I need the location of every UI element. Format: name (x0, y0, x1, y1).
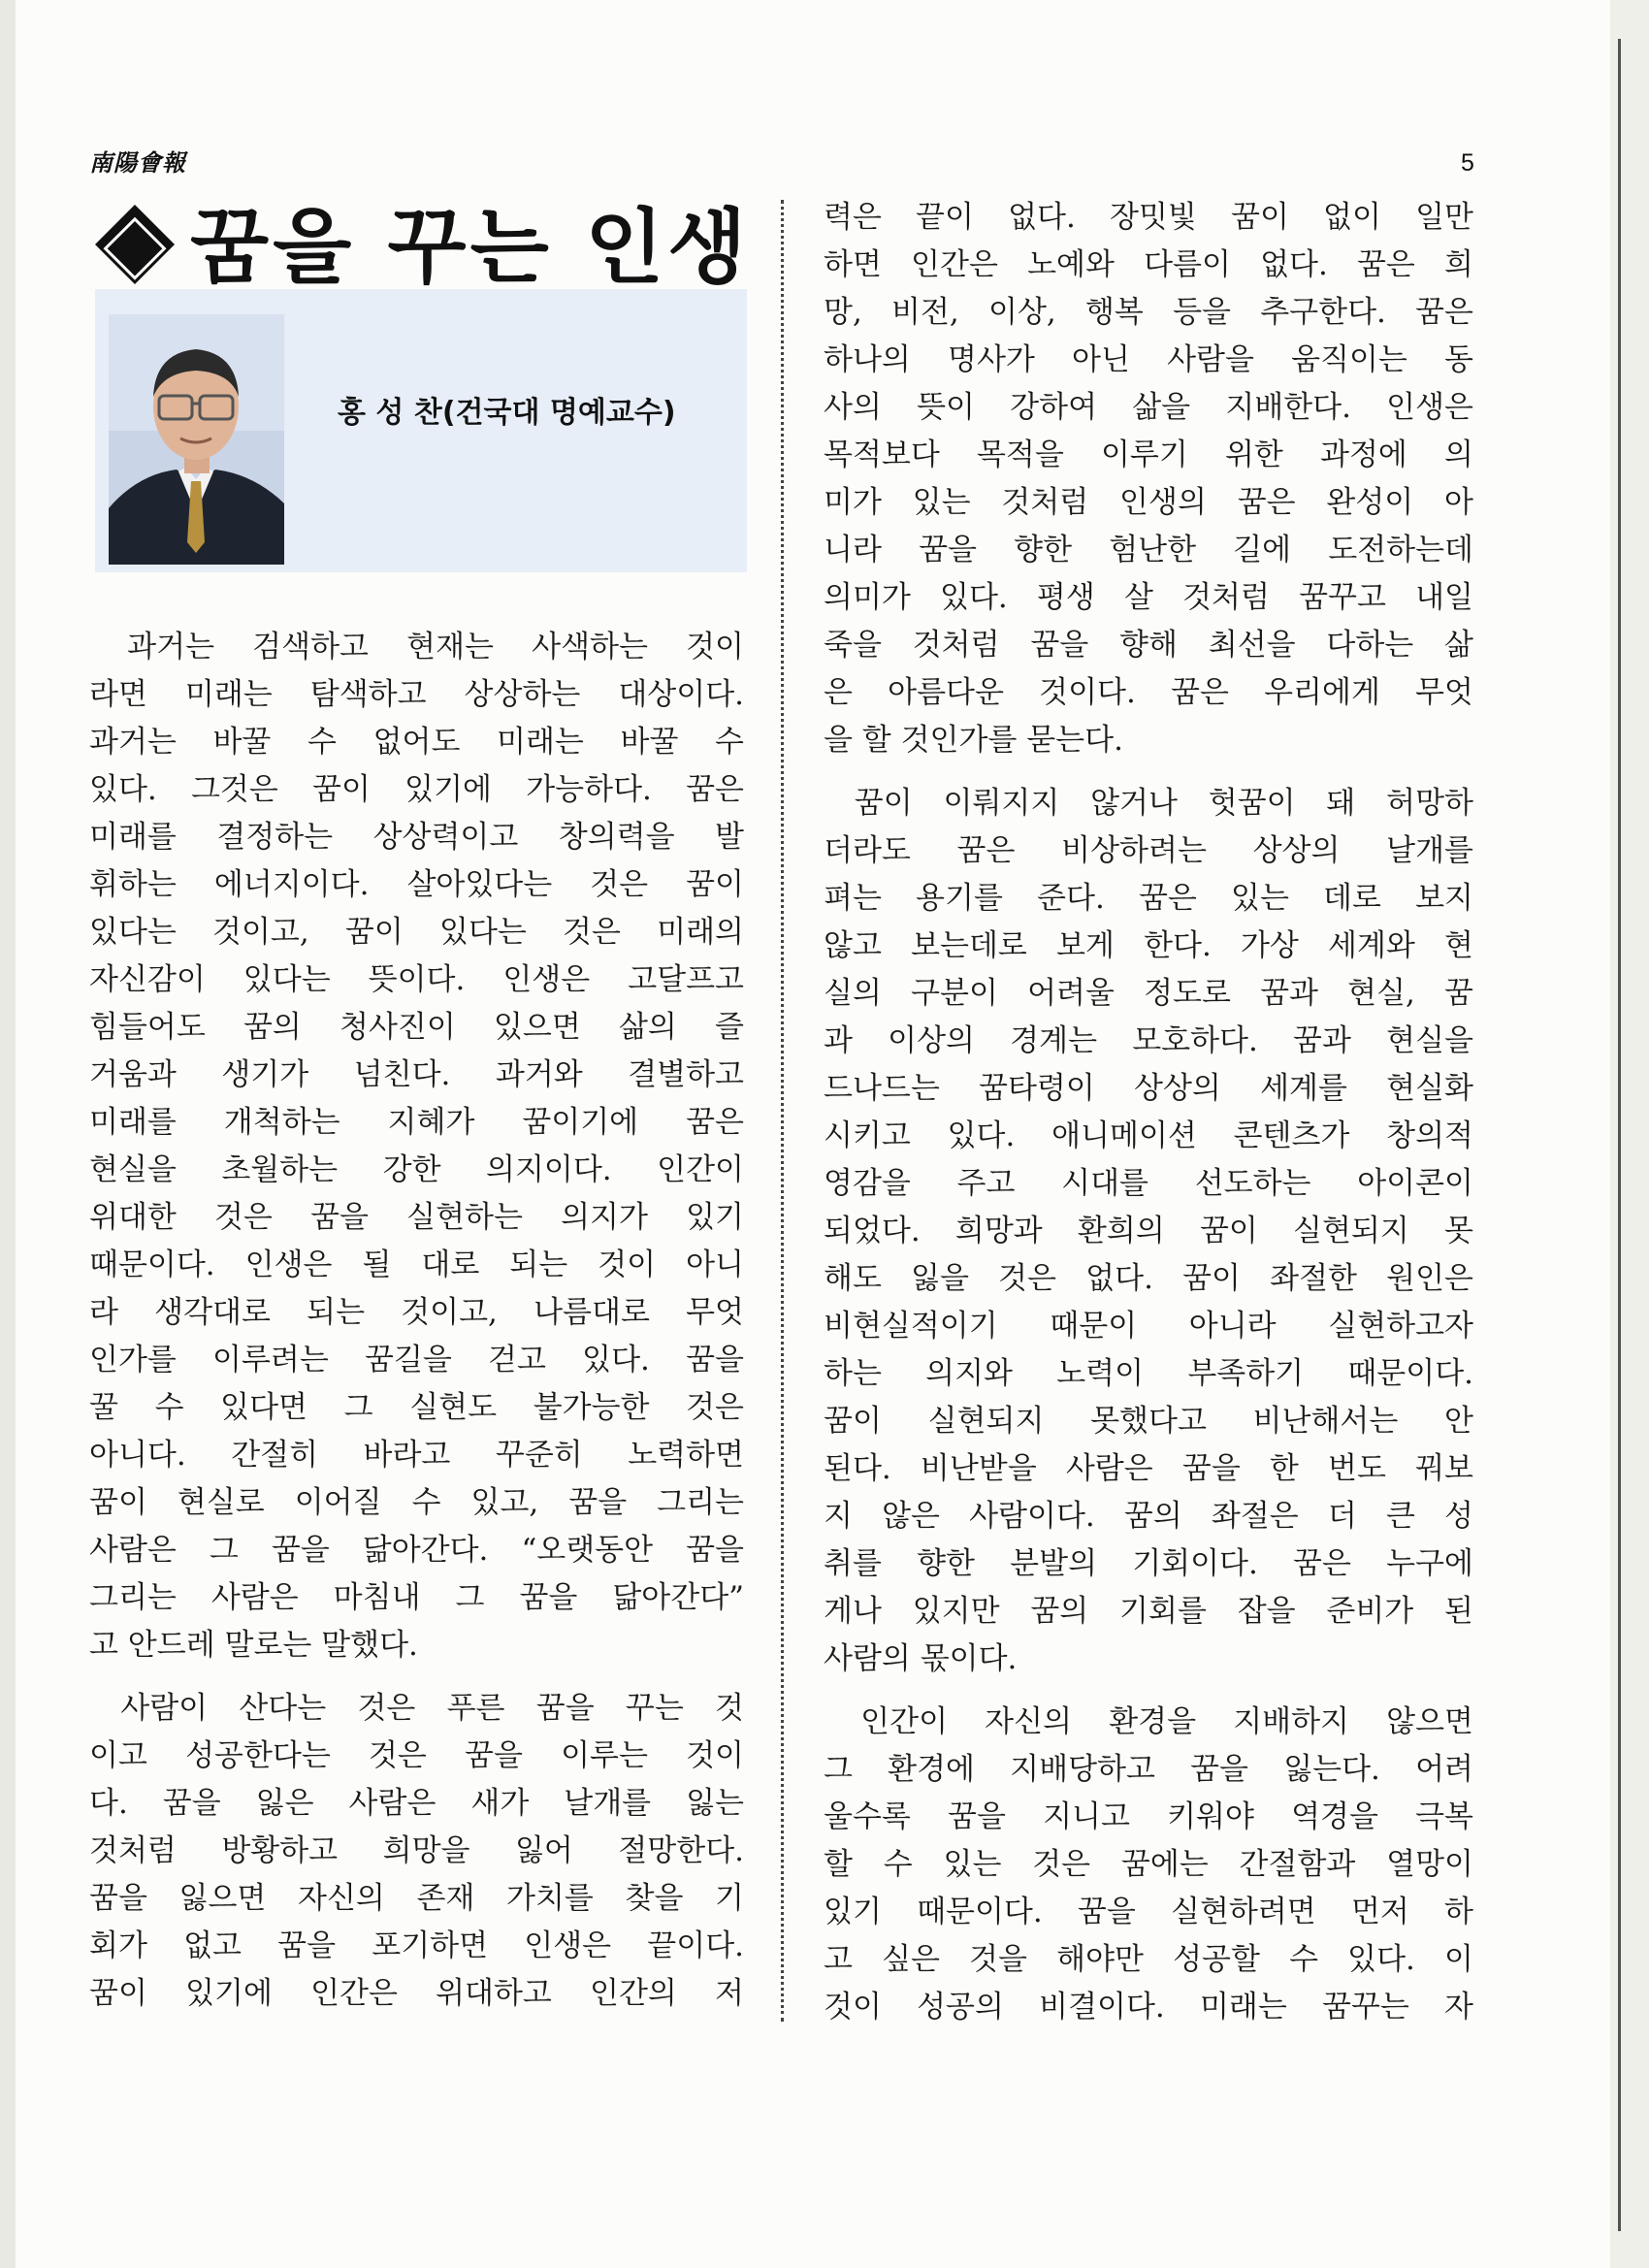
body-text-line: 사람이 산다는 것은 푸른 꿈을 꾸는 것 (89, 1691, 744, 1726)
body-text-line: 휘하는 에너지이다. 살아있다는 것은 꿈이 (89, 867, 744, 902)
body-text-line: 것처럼 방황하고 희망을 잃어 절망한다. (89, 1833, 744, 1868)
body-text-line: 영감을 주고 시대를 선도하는 아이콘이 (824, 1166, 1473, 1201)
body-text-line: 이고 성공한다는 것은 꿈을 이루는 것이 (89, 1738, 744, 1773)
body-text-line: 하나의 명사가 아닌 사람을 움직이는 동 (824, 342, 1473, 377)
body-text-line: 꿈을 잃으면 자신의 존재 가치를 찾을 기 (89, 1881, 744, 1916)
body-text-line: 과거는 바꿀 수 없어도 미래는 바꿀 수 (89, 725, 744, 760)
body-text-line: 그리는 사람은 마침내 그 꿈을 닮아간다” (89, 1580, 744, 1615)
body-text-line: 미래를 결정하는 상상력이고 창의력을 발 (89, 820, 744, 855)
body-text-line: 거움과 생기가 넘친다. 과거와 결별하고 (89, 1057, 744, 1092)
column-divider (781, 200, 784, 2022)
page-number: 5 (1461, 149, 1474, 177)
body-text-line: 인간이 자신의 환경을 지배하지 않으면 (824, 1704, 1473, 1739)
body-text-line: 하는 의지와 노력이 부족하기 때문이다. (824, 1356, 1473, 1391)
body-text-line: 다. 꿈을 잃은 사람은 새가 날개를 잃는 (89, 1786, 744, 1821)
body-text-line: 그 환경에 지배당하고 꿈을 잃는다. 어려 (824, 1752, 1473, 1787)
body-text-line: 니라 꿈을 향한 험난한 길에 도전하는데 (824, 533, 1473, 567)
body-text-line: 과거는 검색하고 현재는 사색하는 것이 (89, 630, 744, 664)
scan-page-border (1618, 39, 1621, 2231)
body-text-line: 지 않은 사람이다. 꿈의 좌절은 더 큰 성 (824, 1499, 1473, 1534)
body-text-line: 힘들어도 꿈의 청사진이 있으면 삶의 즐 (89, 1010, 744, 1045)
body-text-line: 꿈이 실현되지 못했다고 비난해서는 안 (824, 1404, 1473, 1439)
portrait-photo (109, 314, 284, 565)
body-text-line: 실의 구분이 어려울 정도로 꿈과 현실, 꿈 (824, 976, 1473, 1011)
body-text-line: 망, 비전, 이상, 행복 등을 추구한다. 꿈은 (824, 295, 1473, 330)
body-text-line: 꿈이 있기에 인간은 위대하고 인간의 저 (89, 1976, 744, 2011)
paragraph-gap (89, 1669, 744, 1685)
body-text-line: 라 생각대로 되는 것이고, 나름대로 무엇 (89, 1295, 744, 1330)
body-text-line: 있다. 그것은 꿈이 있기에 가능하다. 꿈은 (89, 772, 744, 807)
newsletter-masthead: 南陽會報 (89, 148, 186, 177)
body-text-line: 위대한 것은 꿈을 실현하는 의지가 있기 (89, 1200, 744, 1235)
body-text-line: 사람은 그 꿈을 닮아간다. “오랫동안 꿈을 (89, 1533, 744, 1568)
body-text-line: 드나드는 꿈타령이 상상의 세계를 현실화 (824, 1071, 1473, 1106)
body-text-line: 않고 보는데로 보게 한다. 가상 세계와 현 (824, 928, 1473, 963)
body-text-line: 해도 잃을 것은 없다. 꿈이 좌절한 원인은 (824, 1261, 1473, 1296)
body-text-line: 을 할 것인가를 묻는다. (824, 723, 1123, 758)
author-byline: 홍 성 찬(건국대 명예교수) (338, 396, 676, 430)
body-text-line: 때문이다. 인생은 될 대로 되는 것이 아니 (89, 1247, 744, 1282)
body-text-line: 고 안드레 말로는 말했다. (89, 1628, 418, 1663)
body-text-line: 할 수 있는 것은 꿈에는 간절함과 열망이 (824, 1847, 1473, 1882)
body-text-line: 꿀 수 있다면 그 실현도 불가능한 것은 (89, 1390, 744, 1425)
body-text-line: 라면 미래는 탐색하고 상상하는 대상이다. (89, 677, 744, 712)
body-text-line: 된다. 비난받을 사람은 꿈을 한 번도 꿔보 (824, 1451, 1473, 1486)
body-text-line: 죽을 것처럼 꿈을 향해 최선을 다하는 삶 (824, 628, 1473, 663)
article-body-right-column (824, 194, 1473, 2031)
body-text-line: 비현실적이기 때문이 아니라 실현하고자 (824, 1309, 1473, 1344)
body-text-line: 하면 인간은 노예와 다름이 없다. 꿈은 희 (824, 247, 1473, 282)
body-text-line: 목적보다 목적을 이루기 위한 과정에 의 (824, 437, 1473, 472)
body-text-line: 사의 뜻이 강하여 삶을 지배한다. 인생은 (824, 390, 1473, 425)
diamond-bullet-icon (95, 205, 175, 284)
body-text-line: 아니다. 간절히 바라고 꾸준히 노력하면 (89, 1438, 744, 1473)
body-text-line: 자신감이 있다는 뜻이다. 인생은 고달프고 (89, 962, 744, 997)
body-text-line: 의미가 있다. 평생 살 것처럼 꿈꾸고 내일 (824, 580, 1473, 615)
body-text-line: 력은 끝이 없다. 장밋빛 꿈이 없이 일만 (824, 200, 1473, 235)
body-text-line: 울수록 꿈을 지니고 키워야 역경을 극복 (824, 1799, 1473, 1834)
body-text-line: 고 싶은 것을 해야만 성공할 수 있다. 이 (824, 1942, 1473, 1977)
body-text-line: 과 이상의 경계는 모호하다. 꿈과 현실을 (824, 1023, 1473, 1058)
body-text-line: 미가 있는 것처럼 인생의 꿈은 완성이 아 (824, 485, 1473, 520)
body-text-line: 인가를 이루려는 꿈길을 걷고 있다. 꿈을 (89, 1343, 744, 1377)
body-text-line: 미래를 개척하는 지혜가 꿈이기에 꿈은 (89, 1105, 744, 1140)
body-text-line: 있기 때문이다. 꿈을 실현하려면 먼저 하 (824, 1895, 1473, 1929)
body-text-line: 게나 있지만 꿈의 기회를 잡을 준비가 된 (824, 1594, 1473, 1629)
body-text-line: 것이 성공의 비결이다. 미래는 꿈꾸는 자 (824, 1990, 1473, 2025)
body-text-line: 사람의 몫이다. (824, 1641, 1018, 1676)
scan-edge-right (1610, 0, 1649, 2268)
scan-edge-left (0, 0, 16, 2268)
body-text-line: 현실을 초월하는 강한 의지이다. 인간이 (89, 1152, 744, 1187)
body-text-line: 펴는 용기를 준다. 꿈은 있는 데로 보지 (824, 881, 1473, 916)
body-text-line: 회가 없고 꿈을 포기하면 인생은 끝이다. (89, 1928, 744, 1963)
body-text-line: 시키고 있다. 애니메이션 콘텐츠가 창의적 (824, 1118, 1473, 1153)
paragraph-gap (824, 764, 1473, 780)
paragraph-gap (824, 1683, 1473, 1699)
body-text-line: 은 아름다운 것이다. 꿈은 우리에게 무엇 (824, 675, 1473, 710)
body-text-line: 꿈이 현실로 이어질 수 있고, 꿈을 그리는 (89, 1485, 744, 1520)
body-text-line: 꿈이 이뤄지지 않거나 헛꿈이 돼 허망하 (824, 786, 1473, 821)
body-text-line: 있다는 것이고, 꿈이 있다는 것은 미래의 (89, 915, 744, 950)
body-text-line: 되었다. 희망과 환희의 꿈이 실현되지 못 (824, 1214, 1473, 1248)
article-title: 꿈을 꾸는 인생 (190, 200, 751, 295)
body-text-line: 더라도 꿈은 비상하려는 상상의 날개를 (824, 833, 1473, 868)
body-text-line: 취를 향한 분발의 기회이다. 꿈은 누구에 (824, 1546, 1473, 1581)
author-portrait (109, 314, 284, 565)
article-body-left-column (89, 624, 744, 2018)
